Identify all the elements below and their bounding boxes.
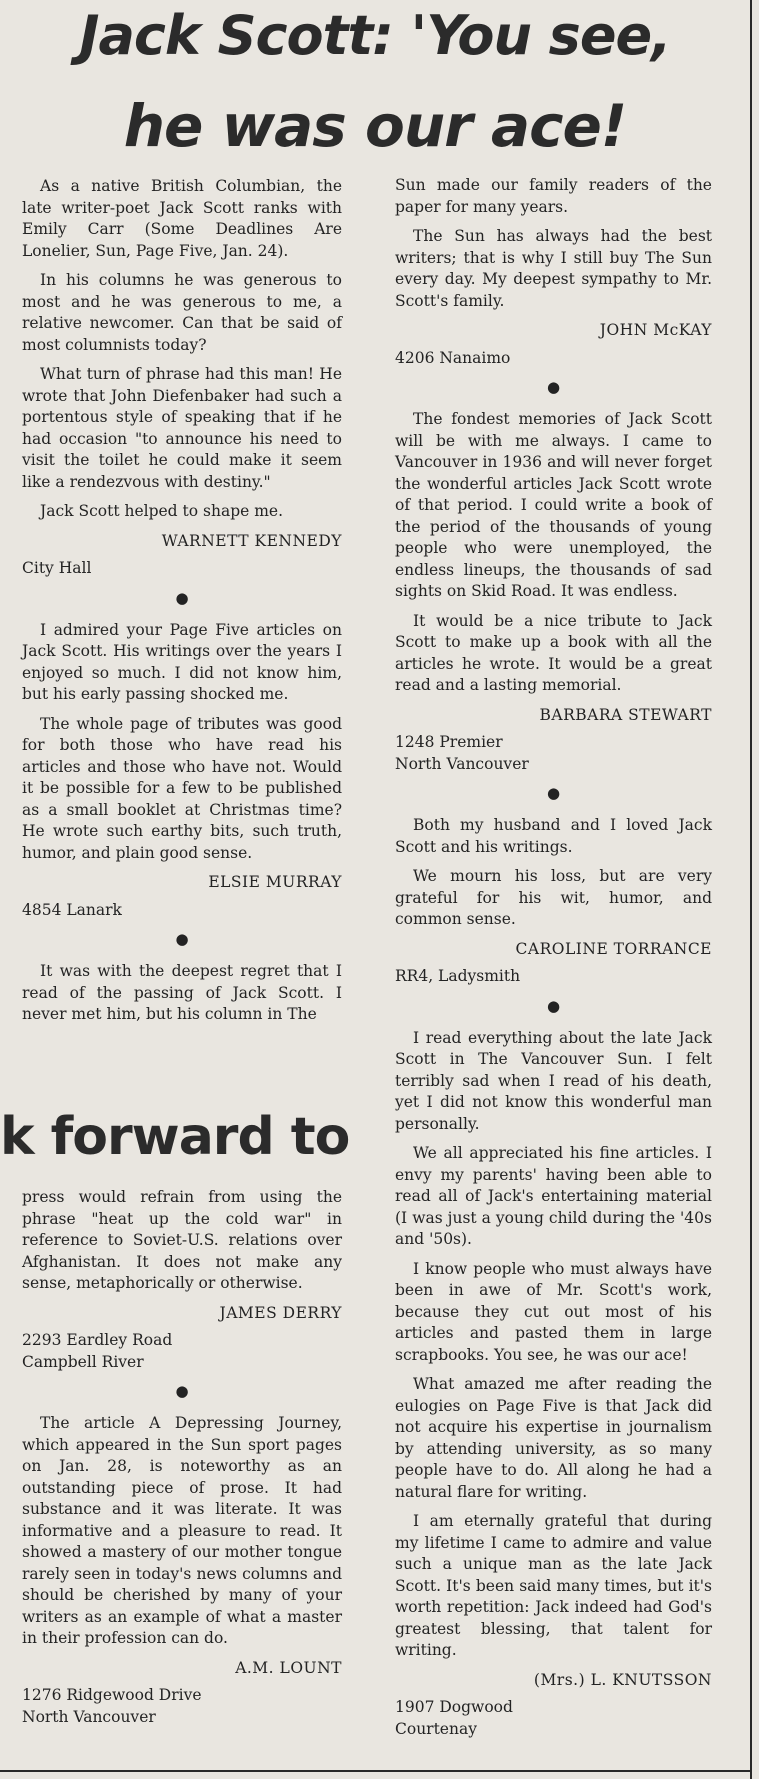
right-column (395, 175, 712, 1740)
letter-paragraph: What amazed me after reading the eulogies on Page Five is that Jack did not acquire his expertise in journalism by attending university, as so many people have to do. All along he had a natural flare for writing. (395, 1375, 712, 1501)
letter-paragraph: I know people who must always have been in awe of Mr. Scott's work, because they cut out most of his articles and pasted them in large scrapbooks. You see, he was our ace! (395, 1259, 712, 1364)
letter-paragraph: I admired your Page Five articles on Jack Scott. His writings over the years I enjoyed so much. I did not know him, but his early passing shocked me. (22, 620, 342, 703)
left-column (22, 176, 342, 1034)
letter-paragraph: It would be a nice tribute to Jack Scott to make up a book with all the articles he wrote. It would be a great read and a lasting memorial. (395, 611, 712, 694)
page-border-bottom (0, 1770, 752, 1772)
address-line: 4854 Lanark (22, 900, 122, 919)
letter-paragraph: It was with the deepest regret that I read of the passing of Jack Scott. I never met him, but his column in The (22, 962, 342, 1023)
letter-address (395, 732, 712, 775)
letter-paragraph: The article A Depressing Journey, which appeared in the Sun sport pages on Jan. 28, is noteworthy as an outstanding piece of prose. It had substance and it was literate. It was informative and a pleasure to read. It showed a mastery of our mother tongue rarely seen in today's news columns and should be cherished by many of your writers as an example of what a master in their profession can do. (22, 1414, 342, 1647)
letter-address (395, 1697, 712, 1740)
letter-address (395, 348, 712, 370)
letter-paragraph: We mourn his loss, but are very grateful for his wit, humor, and common sense. (395, 867, 712, 928)
separator-bullet: ● (546, 996, 561, 1015)
letter-paragraph: The whole page of tributes was good for both those who have read his articles and those who have not. Would it be possible for a few to be published as a small booklet at Christmas time? He wrote such earthy bits, such truth, humor, and plain good sense. (22, 714, 342, 862)
letter-signature: JAMES DERRY (219, 1303, 342, 1322)
headline-line-1: Jack Scott: 'You see, (79, 4, 671, 67)
letter-paragraph: Sun made our family readers of the paper for many years. (395, 176, 712, 216)
separator-bullet: ● (546, 784, 561, 802)
letter-signature: (Mrs.) L. KNUTSSON (533, 1670, 712, 1689)
letter (22, 1187, 342, 1373)
letter-paragraph: press would refrain from using the phrase "heat up the cold war" in reference to Soviet-U.S. relations over Afghanistan. It does not make any sense, metaphorically or otherwise. (22, 1188, 342, 1292)
letter-address (22, 1330, 342, 1373)
address-line: North Vancouver (22, 1707, 156, 1726)
separator-bullet: ● (546, 378, 561, 396)
letter-address (22, 558, 342, 580)
letter-signature: A.M. LOUNT (235, 1658, 342, 1677)
letter-address (22, 900, 342, 922)
letter-signature: CAROLINE TORRANCE (515, 939, 712, 958)
address-line: Campbell River (22, 1352, 144, 1371)
page-border-right (750, 0, 752, 1779)
separator-bullet: ● (175, 1382, 189, 1400)
address-line: 1248 Premier (395, 733, 503, 751)
letter-signature: BARBARA STEWART (539, 705, 712, 724)
letter-paragraph: I am eternally grateful that during my lifetime I came to admire and value such a unique man as the late Jack Scott. It's been said many times, but it's worth repetition: Jack indeed had God's greatest blessing, that talent for writing. (395, 1512, 712, 1659)
letter-paragraph: As a native British Columbian, the late writer-poet Jack Scott ranks with Emily Carr (Some Deadlines Are Lonelier, Sun, Page Five, Jan. 24). (22, 177, 342, 260)
address-line: Courtenay (395, 1719, 477, 1738)
address-line: RR4, Ladysmith (395, 967, 521, 985)
letter (22, 176, 342, 580)
letter-address (22, 1685, 342, 1728)
letter (395, 815, 712, 988)
address-line: 2293 Eardley Road (22, 1331, 173, 1349)
letter-address (395, 966, 712, 988)
address-line: 1276 Ridgewood Drive (22, 1686, 202, 1704)
separator-bullet: ● (175, 930, 189, 948)
letter-paragraph: What turn of phrase had this man! He wrote that John Diefenbaker had such a portentous style of speaking that if he had occasion "to announce his need to visit the toilet he could make it seem like a rendezvous with destiny." (22, 365, 342, 491)
adjacent-article-headline: k forward to (0, 1107, 350, 1167)
letter-paragraph: In his columns he was generous to most and he was generous to me, a relative newcomer. Can that be said of most columnists today? (22, 271, 342, 354)
letter-paragraph: The fondest memories of Jack Scott will be with me always. I came to Vancouver in 1936 and will never forget the wonderful articles Jack Scott wrote of that period. I could write a book of the period of the thousands of young people who were unemployed, the endless lineups, the thousands of sad sights on Skid Road. It was endless. (395, 410, 712, 600)
letter (22, 961, 342, 1026)
left-column-lower (22, 1187, 342, 1728)
address-line: 4206 Nanaimo (395, 348, 511, 367)
letter (395, 1028, 712, 1741)
letter (395, 409, 712, 775)
letter-signature: JOHN McKAY (599, 321, 712, 339)
letter-paragraph: I read everything about the late Jack Scott in The Vancouver Sun. I felt terribly sad when I read of his death, yet I did not know this wonderful man personally. (395, 1028, 712, 1133)
letter-paragraph: Both my husband and I loved Jack Scott and his writings. (395, 816, 712, 856)
letter-paragraph: The Sun has always had the best writers; that is why I still buy The Sun every day. My deepest sympathy to Mr. Scott's family. (395, 227, 712, 310)
separator-bullet: ● (175, 588, 189, 607)
letter (395, 175, 712, 369)
letter (22, 620, 342, 922)
address-line: North Vancouver (395, 754, 529, 773)
letter-paragraph: Jack Scott helped to shape me. (40, 502, 284, 520)
address-line: 1907 Dogwood (395, 1698, 513, 1716)
letter-paragraph: We all appreciated his fine articles. I envy my parents' having been able to read all of Jack's entertaining material (I was just a young child during the '40s and '50s). (395, 1144, 712, 1248)
letter-signature: ELSIE MURRAY (208, 873, 342, 891)
letter-signature: WARNETT KENNEDY (161, 531, 342, 550)
headline-line-2: he was our ace! (123, 92, 627, 160)
address-line: City Hall (22, 559, 92, 577)
letter (22, 1413, 342, 1728)
